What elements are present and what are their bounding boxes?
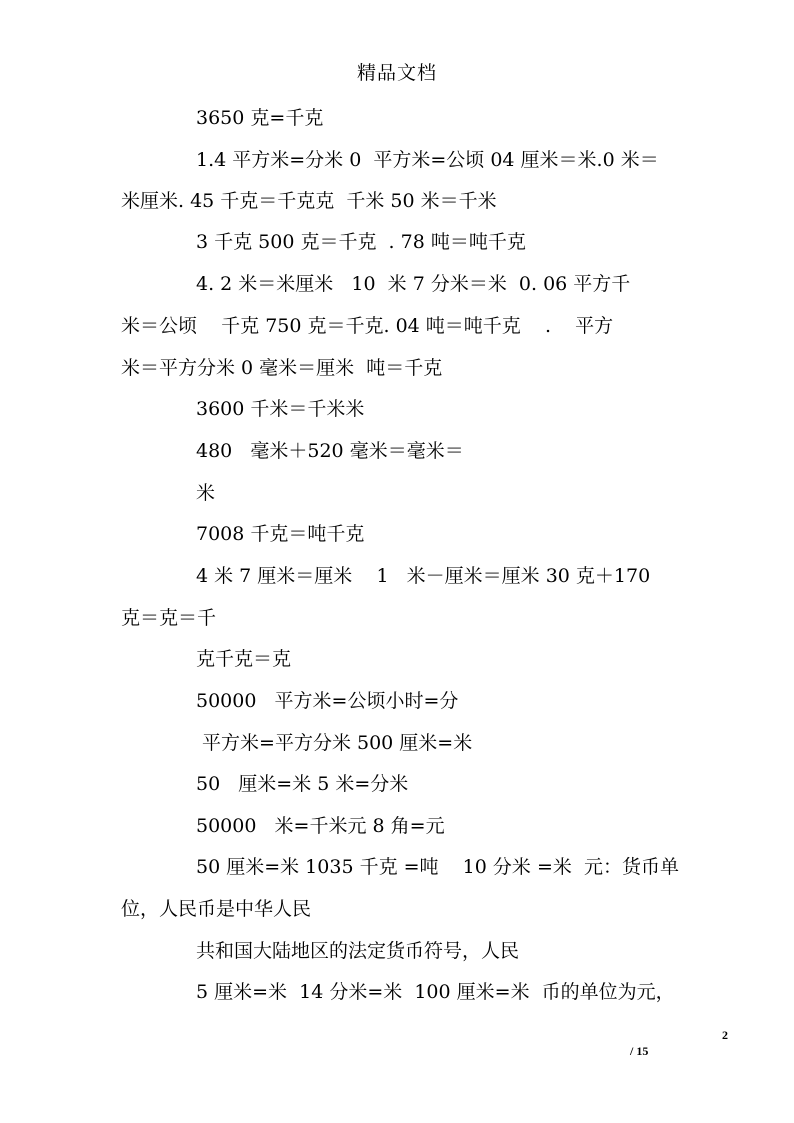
text-line: 3650 克=千克 [196,107,324,129]
text-line: 4. 2 米＝米厘米 10 米 7 分米＝米 0. 06 平方千 [196,273,631,295]
text-line: 480 毫米＋520 毫米＝毫米＝ [196,440,464,462]
text-line: 位，人民币是中华人民 [121,898,312,920]
text-line: 米 [196,482,216,504]
text-line: 克千克＝克 [196,648,292,670]
text-line: 50000 米=千米元 8 角=元 [196,815,445,837]
page-total: / 15 [630,1044,649,1058]
text-line: 50 厘米=米 1035 千克 =吨 10 分米 =米 元：货币单 [196,856,679,878]
text-line: 3600 千米＝千米米 [196,398,365,420]
text-line: 米＝平方分米 0 毫米＝厘米 吨＝千克 [121,357,443,379]
text-line: 7008 千克＝吨千克 [196,523,365,545]
text-line: 50000 平方米=公顷小时=分 [196,690,459,712]
page-number: 2 [722,1028,728,1042]
text-line: 米＝公顷 千克 750 克＝千克. 04 吨＝吨千克 . 平方 [121,315,614,337]
text-line: 1.4 平方米=分米 0 平方米=公顷 04 厘米＝米.0 米＝ [196,149,659,171]
text-line: 4 米 7 厘米＝厘米 1 米－厘米＝厘米 30 克＋170 [196,565,651,587]
text-line: 3 千克 500 克＝千克 . 78 吨＝吨千克 [196,231,526,253]
text-line: 5 厘米=米 14 分米=米 100 厘米=米 币的单位为元， [196,981,675,1003]
text-line: 共和国大陆地区的法定货币符号，人民 [196,940,520,962]
page-header-title: 精品文档 [356,62,437,84]
text-line: 50 厘米=米 5 米=分米 [196,773,409,795]
text-line: 克＝克＝千 [121,607,217,629]
text-line: 米厘米. 45 千克＝千克克 千米 50 米＝千米 [121,190,497,212]
text-line: 平方米=平方分米 500 厘米=米 [196,732,473,754]
